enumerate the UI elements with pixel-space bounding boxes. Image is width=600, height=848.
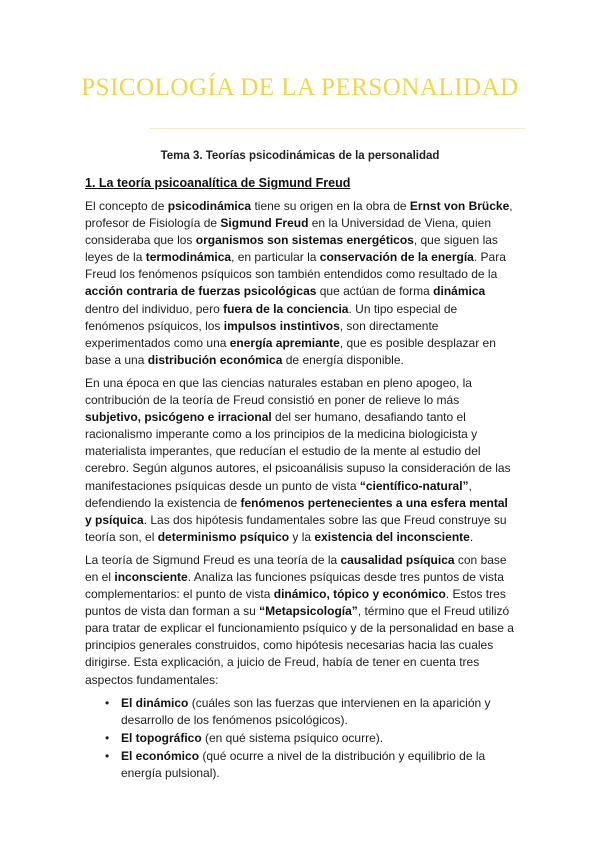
emphasis-text: inconsciente [114,569,188,584]
topic-subtitle: Tema 3. Teorías psicodinámicas de la personalidad [160,150,440,162]
aspect-description: (cuáles son las fuerzas que intervienen en la aparición y desarrollo de los fenómenos psicológicos). [121,695,491,727]
aspect-term: El dinámico [121,695,189,710]
emphasis-text: energía apremiante [229,335,340,350]
aspects-list [85,695,517,782]
emphasis-text: psicodinámica [167,199,252,213]
body-text: , término que el Freud utilizó para tratar de explicar el funcionamiento psíquico y de la personalidad en base a principios generales construidos, como hipótesis necesarias hacia las cuales dirigirse. Esta explicación, a juicio de Freud, había de tener en cuenta tres aspectos fundamentales: [85,604,514,687]
emphasis-text: termodinámica [145,250,232,265]
emphasis-text: impulsos instintivos [223,318,340,333]
body-text: . Un tipo especial de fenómenos psíquicos, los [85,301,458,333]
section-heading: 1. La teoría psicoanalítica de Sigmund Freud [85,176,351,190]
emphasis-text: “científico-natural” [359,478,469,493]
emphasis-text: determinismo psíquico [157,529,290,544]
emphasis-text: conservación de la energía [319,250,474,265]
emphasis-text: fenómenos pertenecientes a una esfera mental y psíquica [85,495,508,527]
body-text: , que es posible desplazar en base a una [85,335,496,367]
list-item [105,730,517,747]
body-text: que actúan de forma [316,284,434,299]
paragraph-2 [85,375,517,546]
aspect-description: (en qué sistema psíquico ocurre). [201,730,384,745]
body-text: , que siguen las leyes de la [85,233,498,265]
emphasis-text: “Metapsicología” [259,604,358,619]
aspect-term: El topográfico [121,730,202,745]
emphasis-text: existencia del inconsciente [314,529,470,544]
emphasis-text: distribución económica [147,352,283,367]
emphasis-text: organismos son sistemas energéticos [195,233,414,248]
body-text: dentro del individuo, pero [85,301,224,316]
body-text: tiene su origen en la obra de [251,199,410,213]
document-body [85,198,517,783]
paragraph-1 [85,198,517,369]
body-text: . Las dos hipótesis fundamentales sobre las que Freud construye su teoría son, el [85,512,507,544]
emphasis-text: subjetivo, psicógeno e irracional [85,410,272,425]
body-text: . Estos tres puntos de vista dan forman a su [85,587,506,619]
body-text: , defendiendo la existencia de [85,478,472,510]
list-item [105,695,517,729]
body-text: en la Universidad de Viena, quien consideraba que los [85,216,491,248]
list-item [105,748,517,782]
title-divider [150,128,525,129]
emphasis-text: fuera de la conciencia [223,301,349,316]
aspect-term: El económico [121,748,200,763]
body-text: , son directamente experimentados como una [85,318,439,350]
body-text: , en particular la [231,250,320,265]
bullet-icon: • [105,730,110,745]
body-text: del ser humano, desafiando tanto el racionalismo imperante como a los principios de la medicina biologicista y materialista imperantes, que reducían el estudio de la mente al estudio del cerebro. Según algunos autores, el psicoanálisis supuso la consideración de las manifestaciones psíquicas desde un punto de vista [85,410,511,493]
body-text: de energía disponible. [282,352,404,367]
emphasis-text: dinámica [433,284,486,299]
bullet-icon: • [105,695,110,710]
body-text: En una época en que las ciencias naturales estaban en pleno apogeo, la contribución de la teoría de Freud consistió en poner de relieve lo más [85,375,472,408]
aspect-description: (qué ocurre a nivel de la distribución y equilibrio de la energía pulsional). [121,748,486,780]
body-text: , profesor de Fisiología de [85,199,513,231]
body-text: . Para Freud los fenómenos psíquicos son también entendidos como resultado de la [85,250,506,282]
emphasis-text: Sigmund Freud [220,216,309,231]
body-text: y la [289,529,315,544]
emphasis-text: causalidad psíquica [340,552,455,567]
body-text: El concepto de [85,199,168,213]
emphasis-text: acción contraria de fuerzas psicológicas [85,284,317,299]
document-title: PSICOLOGÍA DE LA PERSONALIDAD [81,74,519,101]
body-text: . Analiza las funciones psíquicas desde tres puntos de vista complementarios: el punto de vista [85,569,504,602]
emphasis-text: dinámico, tópico y económico [273,587,446,602]
paragraph-3 [85,552,517,689]
body-text: . [469,529,474,544]
emphasis-text: Ernst von Brücke [409,199,510,213]
body-text: con base en el [85,552,507,584]
bullet-icon: • [105,748,110,763]
body-text: La teoría de Sigmund Freud es una teoría de la [85,552,341,567]
